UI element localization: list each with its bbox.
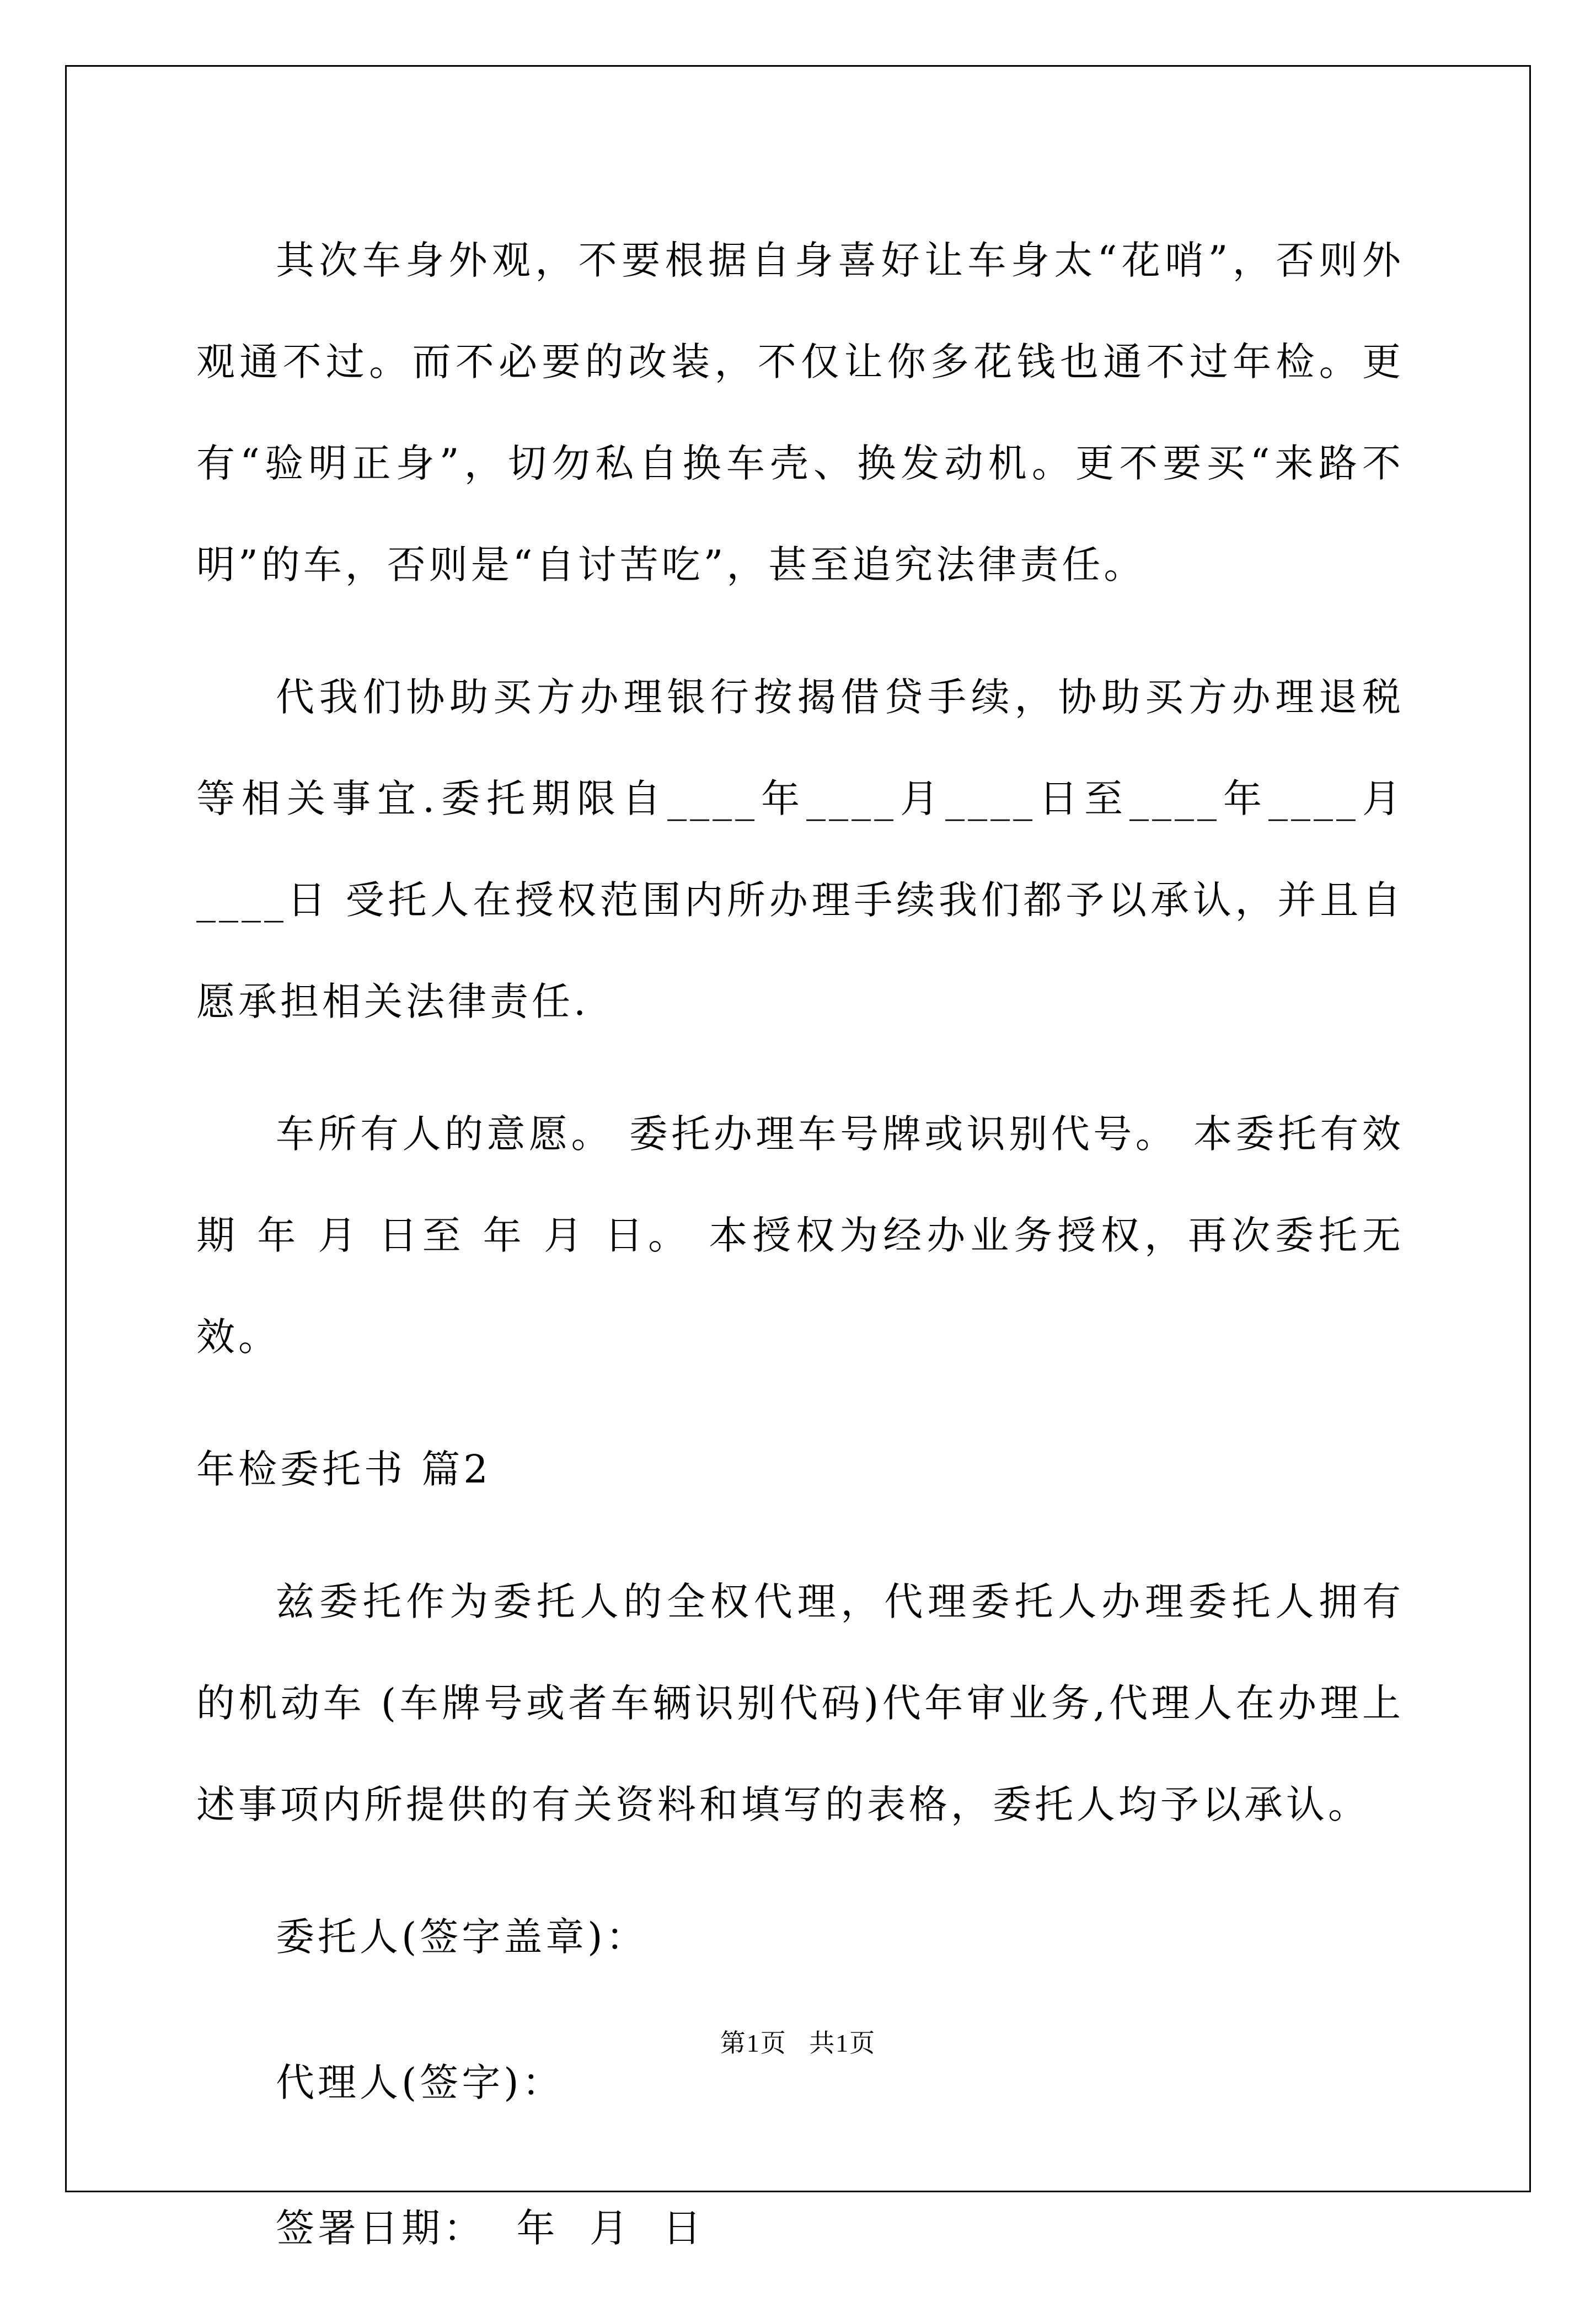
paragraph-authorization: 兹委托作为委托人的全权代理，代理委托人办理委托人拥有的机动车 (车牌号或者车辆识别代码)代年审业务,代理人在办理上述事项内所提供的有关资料和填写的表格，委托人均予以承认。 bbox=[196, 1579, 1404, 1827]
paragraph-loan-procedures: 代我们协助买方办理银行按揭借贷手续，协助买方办理退税等相关事宜.委托期限自____年____月____日至____年____月____日 受托人在授权范围内所办理手续我们都予以承认，并且自愿承担相关法律责任. bbox=[196, 675, 1404, 1024]
section-heading: 年检委托书 篇2 bbox=[196, 1447, 491, 1492]
principal-signature-line: 委托人(签字盖章)： bbox=[276, 1914, 648, 1960]
signing-date-line: 签署日期： 年 月 日 bbox=[276, 2206, 705, 2251]
document-body bbox=[196, 210, 1404, 2323]
page-number-footer: 第1页 共1页 bbox=[720, 2029, 876, 2057]
paragraph-validity-period: 车所有人的意愿。 委托办理车号牌或识别代号。 本委托有效期 年 月 日至 年 月 日。 本授权为经办业务授权，再次委托无效。 bbox=[196, 1111, 1404, 1359]
paragraph-vehicle-appearance: 其次车身外观，不要根据自身喜好让车身太“花哨”，否则外观通不过。而不必要的改装，不仅让你多花钱也通不过年检。更有“验明正身”，切勿私自换车壳、换发动机。更不要买“来路不明”的车，否则是“自讨苦吃”，甚至追究法律责任。 bbox=[196, 238, 1404, 587]
agent-signature-line: 代理人(签字)： bbox=[276, 2060, 564, 2105]
